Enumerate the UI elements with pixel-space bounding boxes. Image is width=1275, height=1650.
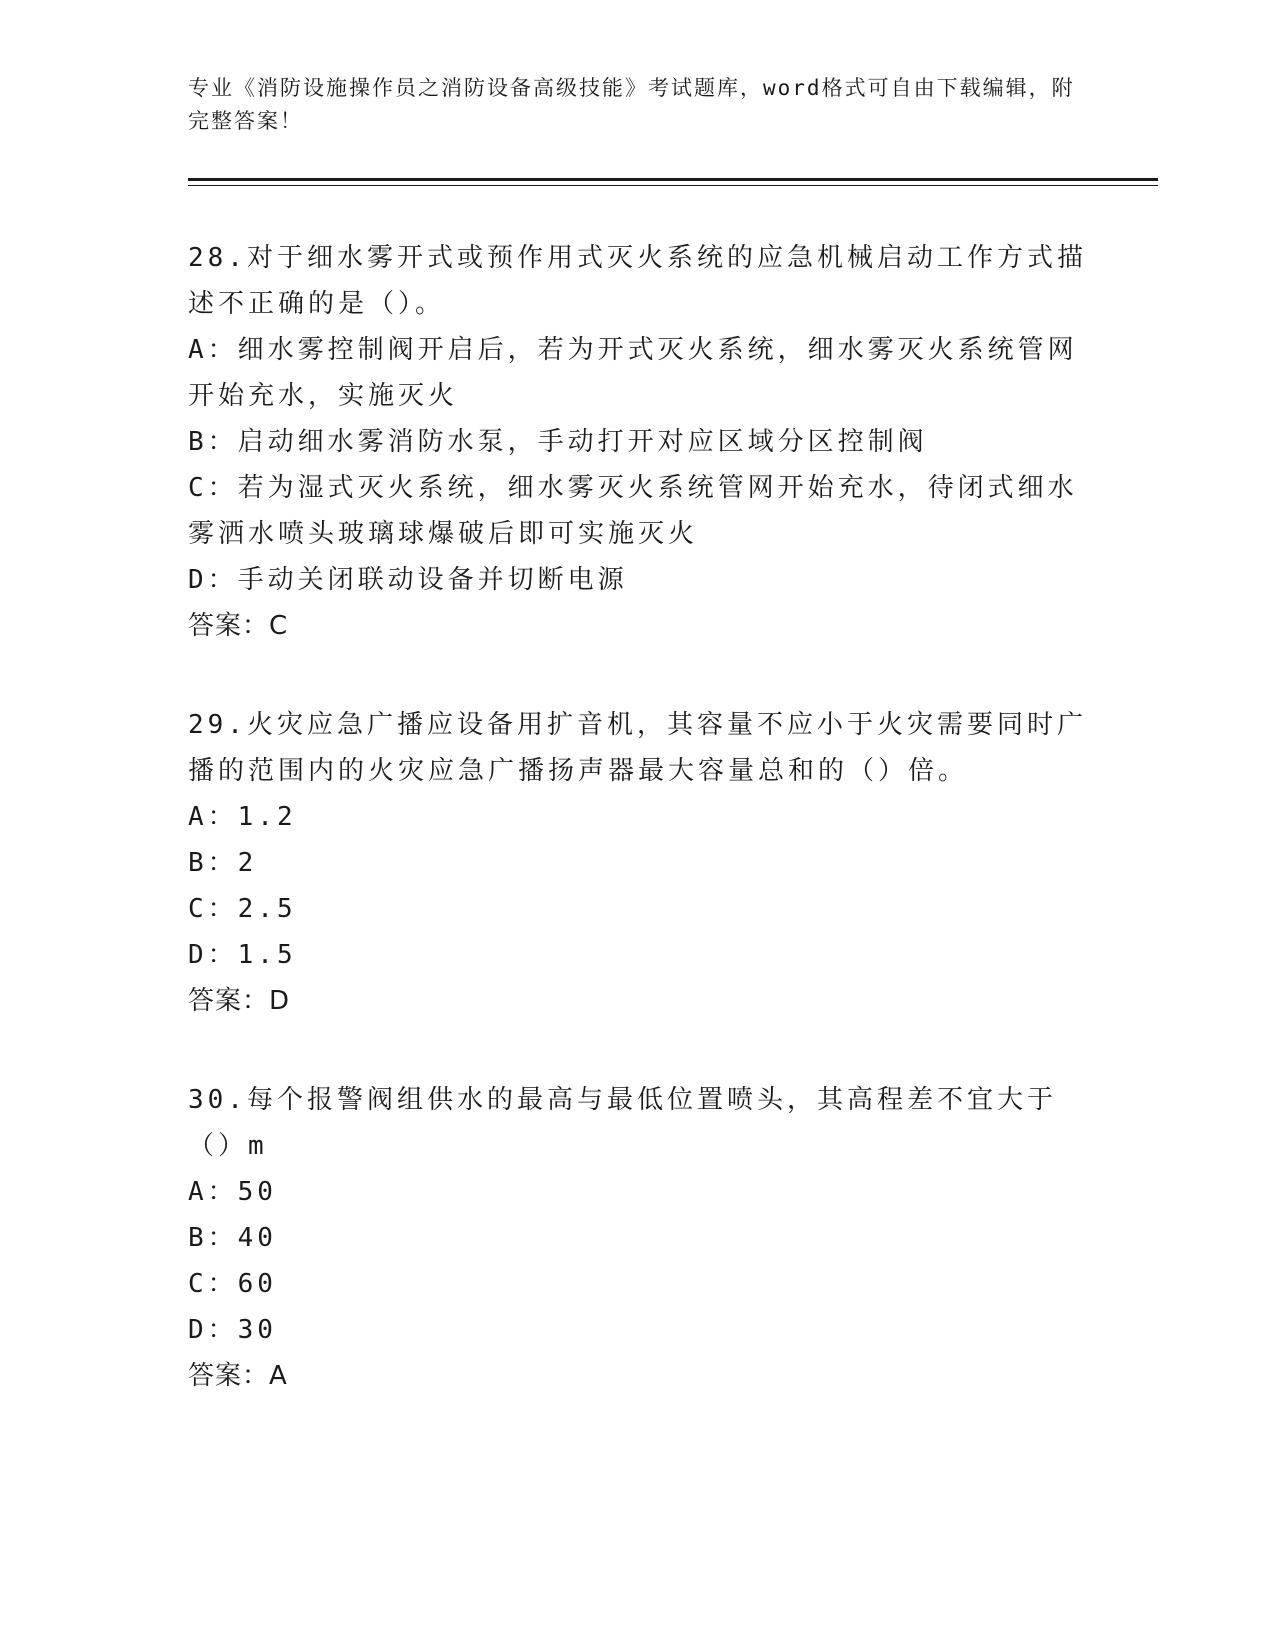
option-d: D：30 [188,1315,277,1345]
question-30 [188,1077,1088,1399]
option-b: B：启动细水雾消防水泵，手动打开对应区域分区控制阀 [188,427,928,457]
document-header: 专业《消防设施操作员之消防设备高级技能》考试题库，word格式可自由下载编辑，附完整答案！ [188,76,1075,133]
question-text: 29.火灾应急广播应设备用扩音机，其容量不应小于火灾需要同时广播的范围内的火灾应急广播扬声器最大容量总和的（）倍。 [188,710,1087,786]
answer-line: 答案：C [188,611,289,641]
option-a: A：50 [188,1177,277,1207]
question-text: 30.每个报警阀组供水的最高与最低位置喷头，其高程差不宜大于（）m [188,1085,1057,1161]
option-c: C：60 [188,1269,277,1299]
option-a: A：细水雾控制阀开启后，若为开式灭火系统，细水雾灭火系统管网开始充水，实施灭火 [188,335,1078,411]
answer-line: 答案：A [188,1361,288,1391]
header-rule-thick [188,178,1158,181]
question-list [188,235,1088,1452]
option-c: C：若为湿式灭火系统，细水雾灭火系统管网开始充水，待闭式细水雾洒水喷头玻璃球爆破后即可实施灭火 [188,473,1078,549]
option-b: B：40 [188,1223,277,1253]
header-rule-thin [188,185,1158,186]
option-a: A：1.2 [188,802,297,832]
question-29 [188,702,1088,1024]
question-28 [188,235,1088,649]
question-text: 28.对于细水雾开式或预作用式灭火系统的应急机械启动工作方式描述不正确的是（）。 [188,243,1087,319]
option-d: D：手动关闭联动设备并切断电源 [188,565,628,595]
option-c: C：2.5 [188,894,297,924]
answer-line: 答案：D [188,986,291,1016]
option-b: B：2 [188,848,258,878]
option-d: D：1.5 [188,940,297,970]
